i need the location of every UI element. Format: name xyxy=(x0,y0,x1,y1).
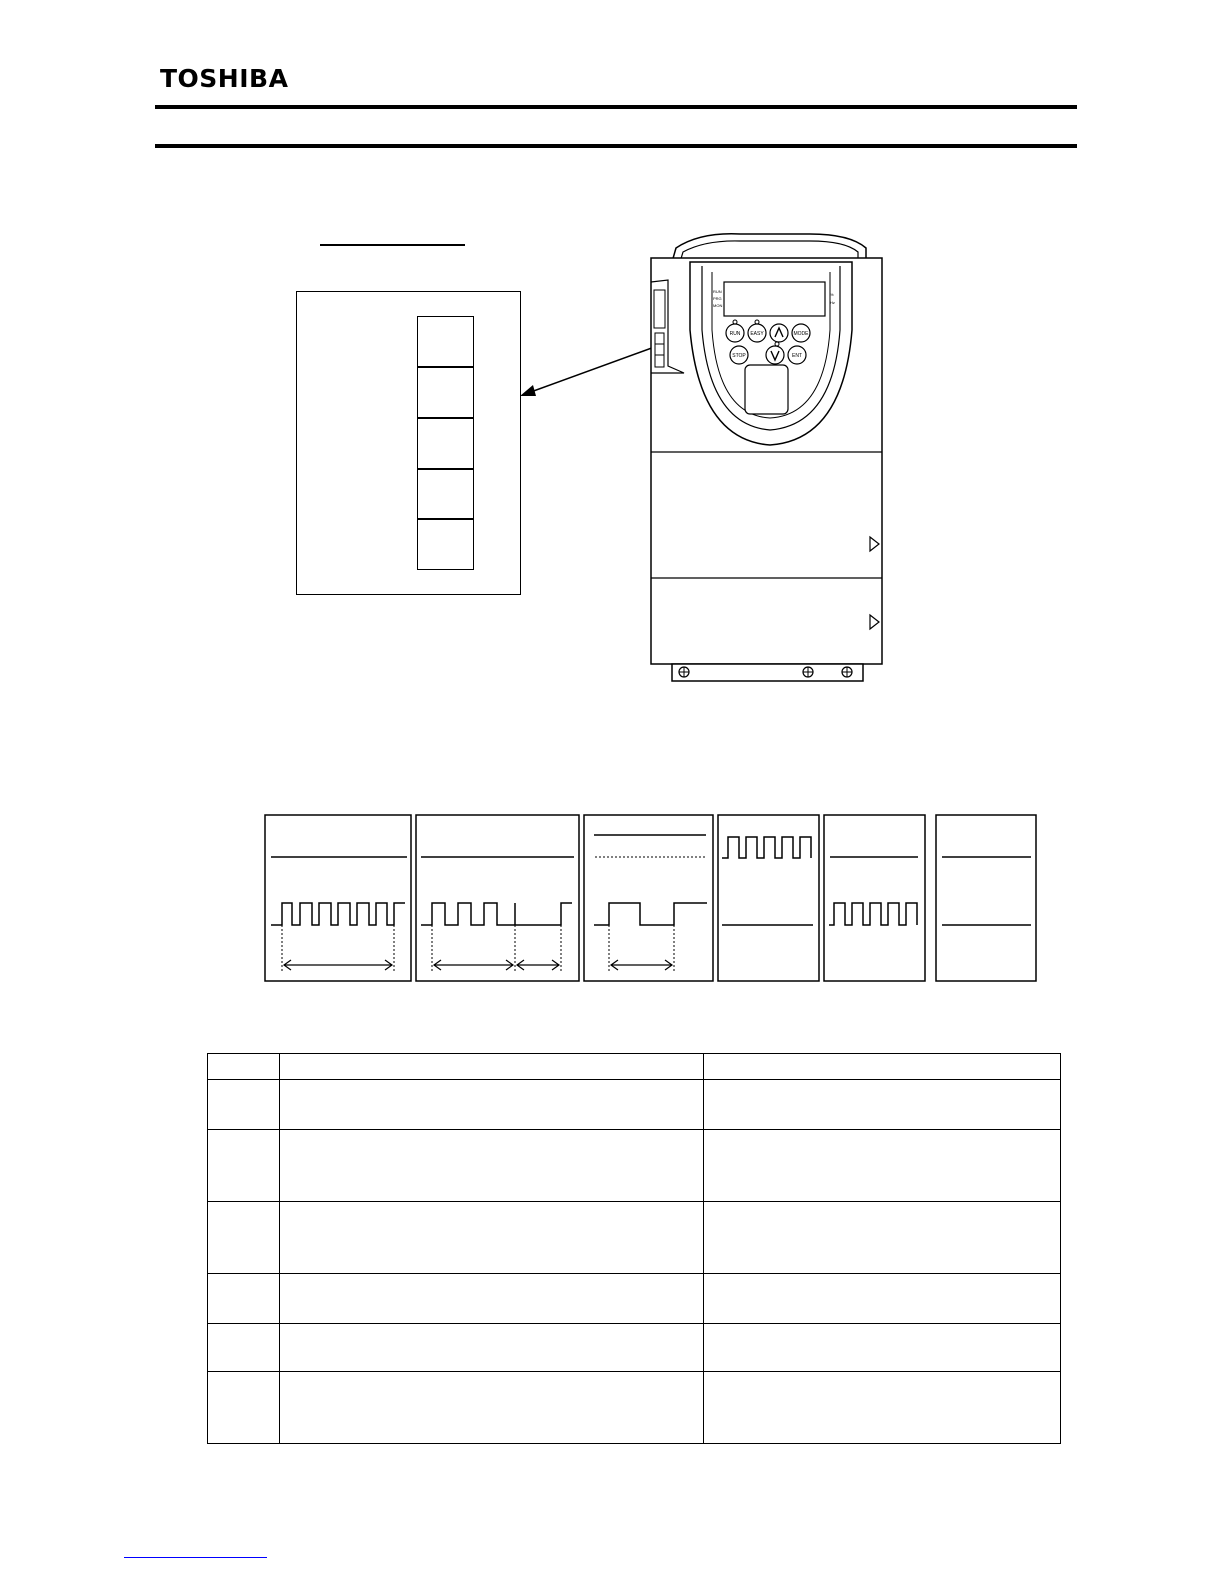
svg-text:EASY: EASY xyxy=(750,331,764,337)
pointer-arrow-line xyxy=(528,345,660,393)
svg-text:RUN: RUN xyxy=(729,331,741,337)
led-divider xyxy=(417,518,474,520)
svg-text:PRG: PRG xyxy=(713,296,722,301)
inverter-illustration xyxy=(515,230,895,685)
table-row xyxy=(208,1130,1061,1202)
indicator-panel xyxy=(296,291,521,595)
header-rule-top xyxy=(155,105,1077,109)
table-row xyxy=(208,1324,1061,1372)
status-table xyxy=(207,1053,1061,1444)
svg-text:MODE: MODE xyxy=(793,331,809,337)
svg-text:RUN: RUN xyxy=(713,289,722,294)
svg-text:%: % xyxy=(830,292,834,297)
svg-text:ENT: ENT xyxy=(792,353,802,359)
led-divider xyxy=(417,468,474,470)
header-rule-bottom xyxy=(155,144,1077,148)
arrowhead-icon xyxy=(520,385,536,396)
brand-logo: TOSHIBA xyxy=(160,64,289,93)
table-row xyxy=(208,1202,1061,1274)
table-row xyxy=(208,1080,1061,1130)
led-divider xyxy=(417,417,474,419)
table-row xyxy=(208,1372,1061,1444)
led-divider xyxy=(417,366,474,368)
svg-text:MON: MON xyxy=(713,303,723,308)
footnote-rule xyxy=(124,1557,267,1558)
svg-text:Hz: Hz xyxy=(830,300,835,305)
table-row xyxy=(208,1274,1061,1324)
led-column xyxy=(417,316,474,570)
svg-text:STOP: STOP xyxy=(732,353,746,359)
table-header-row xyxy=(208,1054,1061,1080)
panel-caption-underline xyxy=(320,244,465,246)
led-pattern-diagram xyxy=(260,810,1042,986)
